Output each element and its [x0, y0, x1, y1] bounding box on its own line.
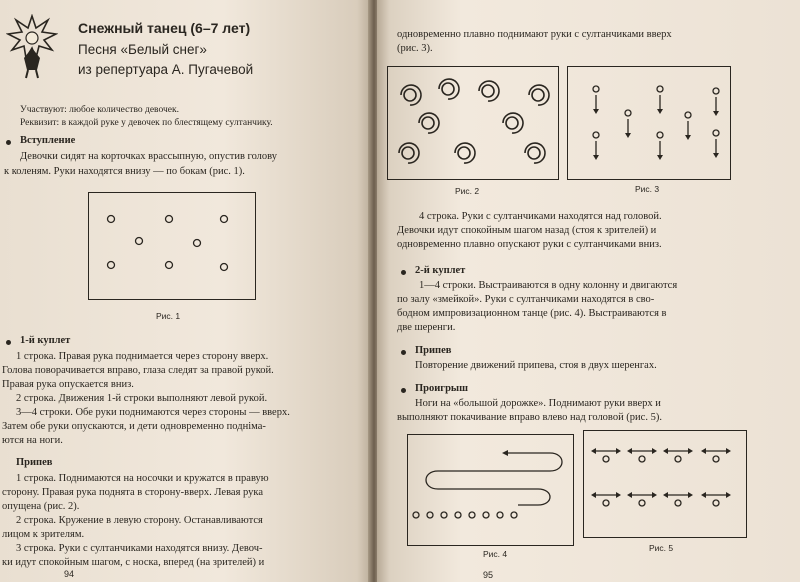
intro-line: Девочки сидят на корточках врассыпную, опустив голову [20, 151, 278, 162]
verse2-line: 1—4 строки. Выстраиваются в одну колонну и двигаются [419, 280, 678, 291]
intro-line: к коленям. Руки находятся внизу — по бокам (рис. 1). [4, 166, 245, 177]
verse2-heading: 2-й куплет [415, 265, 466, 276]
chorus-heading: Припев [16, 457, 53, 468]
verse1-line: Затем обе руки опускаются, и дети одновременно подніма- [2, 421, 266, 432]
bullet-icon [6, 340, 11, 345]
interlude-line: Ноги на «большой дорожке». Поднимают руки вверх и [415, 398, 661, 409]
chorus2-heading: Припев [415, 345, 452, 356]
top-line: (рис. 3). [397, 43, 433, 54]
repertoire-line: из репертуара А. Пугачевой [78, 62, 254, 77]
figure-5-diagram [584, 431, 746, 537]
left-page [0, 0, 372, 582]
chorus-line: сторону. Правая рука поднята в сторону-вверх. Левая рука [2, 487, 263, 498]
figure-5-caption: Рис. 5 [649, 543, 674, 553]
verse2-line: две шеренги. [397, 322, 456, 333]
figure-3-diagram [568, 67, 730, 179]
figure-3 [567, 66, 731, 180]
bullet-icon [401, 388, 406, 393]
figure-4-caption: Рис. 4 [483, 549, 508, 559]
top-line: одновременно плавно поднимают руки с султанчиками вверх [397, 29, 672, 40]
figure-1 [88, 192, 256, 300]
verse1-line: 1 строка. Правая рука поднимается через сторону вверх. [16, 351, 269, 362]
figure-4 [407, 434, 574, 546]
snowflake-girl-icon [6, 14, 58, 80]
intro-heading: Вступление [20, 135, 76, 146]
figure-3-caption: Рис. 3 [635, 184, 660, 194]
dance-title: Снежный танец (6–7 лет) [78, 20, 251, 36]
verse1-line: Голова поворачивается вправо, глаза следят за правой рукой. [2, 365, 274, 376]
verse1-line: 2 строка. Движения 1-й строки выполняют левой рукой. [16, 393, 268, 404]
chorus-line: лицом к зрителям. [2, 529, 85, 540]
right-page [377, 0, 800, 582]
bullet-icon [401, 270, 406, 275]
page-number-left: 94 [64, 569, 75, 579]
chorus-line: 3 строка. Руки с султанчиками находятся внизу. Девоч- [16, 543, 263, 554]
page-number-right: 95 [483, 570, 494, 580]
verse2-line: бодном импровизационном танце (рис. 4). Выстраиваются в [397, 308, 667, 319]
line4-text: одновременно плавно опускают руки с султанчиками вниз. [397, 239, 662, 250]
verse1-line: Правая рука опускается вниз. [2, 379, 134, 390]
bullet-icon [401, 350, 406, 355]
song-name: Песня «Белый снег» [78, 42, 207, 57]
chorus2-line: Повторение движений припева, стоя в двух шеренгах. [415, 360, 657, 371]
chorus-line: ки идут спокойным шагом, с носка, вперед (на зрителей) и [2, 557, 265, 568]
props-line: Реквизит: в каждой руке у девочек по блестящему султанчику. [20, 118, 273, 128]
figure-1-caption: Рис. 1 [156, 311, 181, 321]
figure-2-caption: Рис. 2 [455, 186, 480, 196]
line4-text: Девочки идут спокойным шагом назад (стоя к зрителей) и [397, 225, 657, 236]
participants-line: Участвуют: любое количество девочек. [20, 105, 179, 115]
interlude-heading: Проигрыш [415, 383, 468, 394]
verse1-line: ются на ноги. [2, 435, 63, 446]
verse1-line: 3—4 строки. Обе руки поднимаются через стороны — вверх. [16, 407, 290, 418]
figure-4-diagram [408, 435, 573, 545]
chorus-line: 2 строка. Кружение в левую сторону. Останавливаются [16, 515, 263, 526]
verse2-line: по залу «змейкой». Руки с султанчиками находятся в сво- [397, 294, 655, 305]
figure-1-diagram [89, 193, 255, 299]
interlude-line: выполняют покачивание вправо влево над головой (рис. 5). [397, 412, 662, 423]
chorus-line: опущена (рис. 2). [2, 501, 80, 512]
bullet-icon [6, 140, 11, 145]
figure-2 [387, 66, 559, 180]
chorus-line: 1 строка. Поднимаются на носочки и кружатся в правую [16, 473, 269, 484]
verse1-heading: 1-й куплет [20, 335, 71, 346]
figure-5 [583, 430, 747, 538]
figure-2-diagram [388, 67, 558, 179]
line4-text: 4 строка. Руки с султанчиками находятся над головой. [419, 211, 662, 222]
